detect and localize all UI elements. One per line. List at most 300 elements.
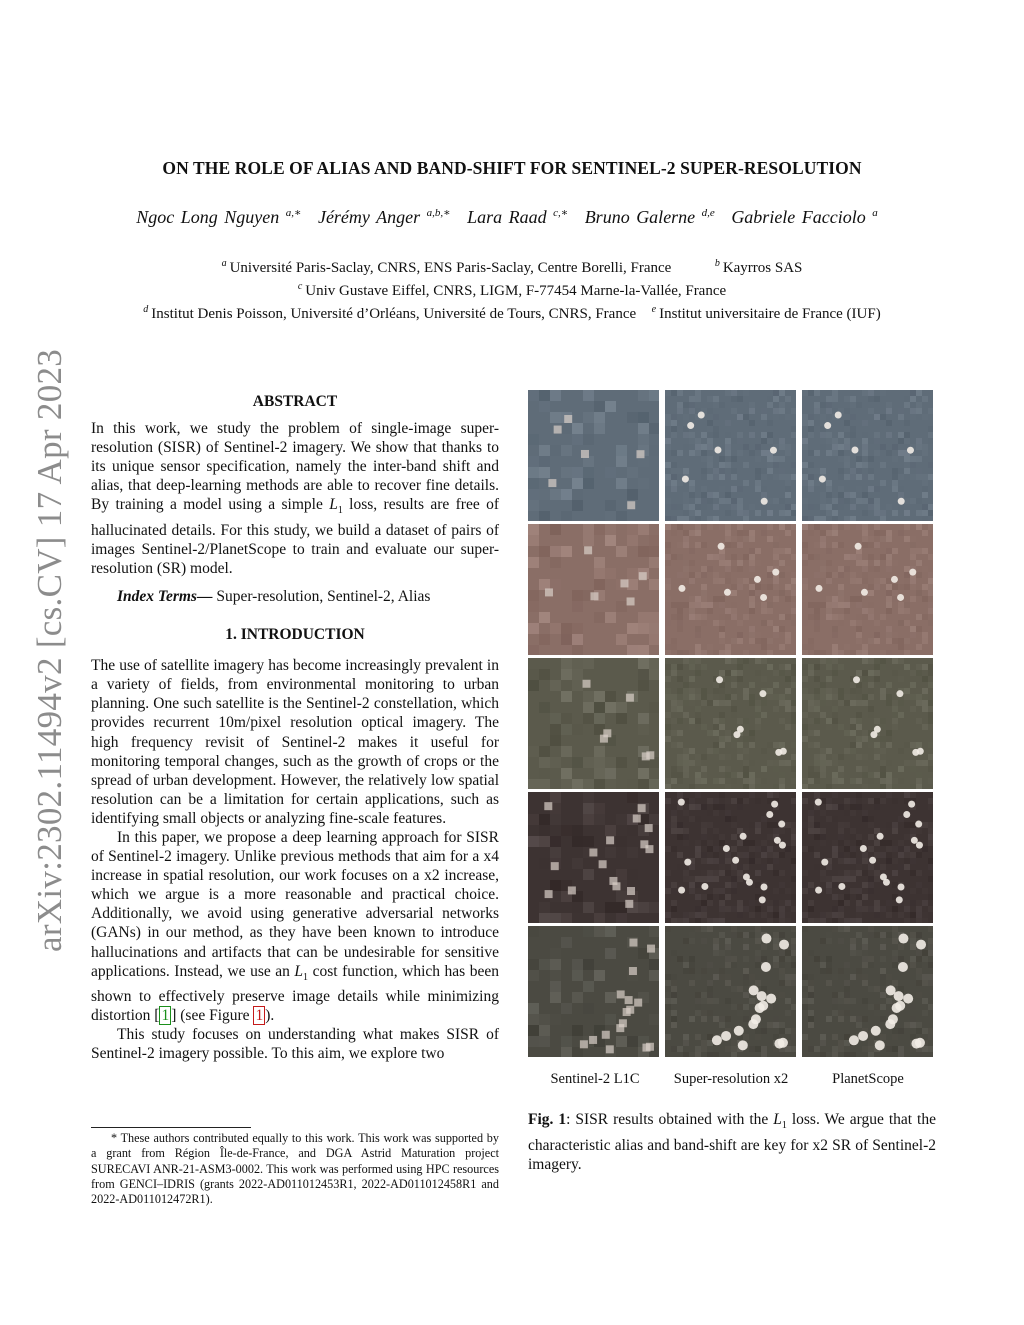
image-pixel	[850, 432, 856, 438]
image-pixel	[550, 579, 561, 590]
image-pixel	[910, 828, 916, 834]
image-pixel	[808, 474, 814, 480]
image-pixel	[862, 560, 868, 566]
image-pixel	[731, 694, 737, 700]
image-pixel	[749, 420, 755, 426]
image-pixel	[561, 913, 572, 923]
image-pixel	[826, 596, 832, 602]
image-pixel	[826, 664, 832, 670]
image-pixel	[550, 880, 561, 891]
image-pixel	[826, 480, 832, 486]
image-pixel	[671, 450, 677, 456]
image-pixel	[808, 694, 814, 700]
image-pixel	[528, 590, 539, 601]
image-pixel	[910, 938, 916, 944]
image-pixel	[868, 590, 874, 596]
image-pixel	[844, 456, 850, 462]
image-pixel	[910, 822, 916, 828]
image-pixel	[725, 754, 731, 760]
image-pixel	[767, 858, 773, 864]
image-pixel	[832, 992, 838, 998]
image-pixel	[677, 706, 683, 712]
image-pixel	[649, 1014, 659, 1025]
image-pixel	[826, 658, 832, 664]
image-pixel	[928, 712, 933, 718]
image-pixel	[791, 718, 796, 724]
image-pixel	[826, 1052, 832, 1057]
image-pixel	[791, 962, 796, 968]
image-pixel	[683, 834, 689, 840]
image-pixel	[671, 694, 677, 700]
image-pixel	[844, 438, 850, 444]
image-pixel	[550, 623, 561, 634]
image-pixel	[898, 944, 904, 950]
image-pixel	[725, 730, 731, 736]
image-pixel	[892, 474, 898, 480]
image-pixel	[707, 998, 713, 1004]
image-pixel	[850, 748, 856, 754]
image-pixel	[707, 992, 713, 998]
image-pixel	[677, 420, 683, 426]
image-pixel	[785, 1046, 791, 1052]
image-pixel	[886, 390, 892, 396]
caption-label: Fig. 1	[528, 1111, 567, 1128]
image-pixel	[844, 420, 850, 426]
image-bright-feature	[861, 589, 868, 596]
image-pixel	[695, 772, 701, 778]
author-name: Bruno Galerne	[584, 207, 696, 227]
image-pixel	[731, 438, 737, 444]
index-terms-text: Super-resolution, Sentinel-2, Alias	[212, 587, 431, 605]
image-pixel	[683, 572, 689, 578]
image-pixel	[701, 444, 707, 450]
image-pixel	[731, 1040, 737, 1046]
image-pixel	[627, 847, 638, 858]
image-pixel	[928, 944, 933, 950]
image-pixel	[677, 602, 683, 608]
image-pixel	[755, 828, 761, 834]
image-pixel	[761, 414, 767, 420]
image-pixel	[695, 438, 701, 444]
image-bright-feature	[606, 836, 614, 844]
image-pixel	[808, 974, 814, 980]
image-pixel	[627, 869, 638, 880]
image-pixel	[928, 834, 933, 840]
image-pixel	[862, 614, 868, 620]
image-pixel	[528, 524, 539, 535]
image-pixel	[832, 444, 838, 450]
image-pixel	[638, 713, 649, 724]
figure-tile-row2-sentinel	[528, 524, 659, 655]
image-pixel	[808, 560, 814, 566]
image-pixel	[755, 926, 761, 932]
image-pixel	[767, 536, 773, 542]
image-pixel	[868, 468, 874, 474]
image-pixel	[856, 700, 862, 706]
image-pixel	[594, 524, 605, 535]
image-pixel	[665, 620, 671, 626]
image-pixel	[689, 980, 695, 986]
image-pixel	[814, 614, 820, 620]
image-pixel	[808, 554, 814, 560]
image-pixel	[737, 798, 743, 804]
image-pixel	[605, 524, 616, 535]
image-pixel	[755, 778, 761, 784]
image-pixel	[701, 450, 707, 456]
image-pixel	[814, 468, 820, 474]
image-pixel	[844, 408, 850, 414]
image-pixel	[649, 612, 659, 623]
image-pixel	[761, 468, 767, 474]
image-pixel	[850, 700, 856, 706]
image-pixel	[638, 902, 649, 913]
image-pixel	[826, 736, 832, 742]
image-pixel	[844, 846, 850, 852]
image-pixel	[785, 974, 791, 980]
satellite-image	[802, 926, 933, 1057]
image-pixel	[838, 602, 844, 608]
image-pixel	[550, 401, 561, 412]
image-pixel	[880, 510, 886, 516]
image-pixel	[773, 784, 779, 789]
image-pixel	[638, 768, 649, 779]
image-pixel	[677, 626, 683, 632]
image-pixel	[916, 778, 922, 784]
image-bright-feature	[819, 476, 826, 483]
image-pixel	[583, 434, 594, 445]
image-pixel	[671, 602, 677, 608]
image-pixel	[719, 1016, 725, 1022]
figure-tile-row5-planetscope	[802, 926, 933, 1057]
image-pixel	[677, 614, 683, 620]
image-pixel	[874, 620, 880, 626]
image-pixel	[761, 956, 767, 962]
image-pixel	[820, 414, 826, 420]
image-pixel	[779, 402, 785, 408]
image-pixel	[880, 1016, 886, 1022]
image-pixel	[773, 390, 779, 396]
image-pixel	[916, 912, 922, 918]
image-pixel	[862, 608, 868, 614]
image-pixel	[550, 489, 561, 500]
image-pixel	[719, 894, 725, 900]
image-pixel	[802, 974, 808, 980]
image-pixel	[550, 836, 561, 847]
image-pixel	[898, 676, 904, 682]
image-pixel	[904, 608, 910, 614]
image-pixel	[874, 1010, 880, 1016]
image-pixel	[731, 554, 737, 560]
image-pixel	[725, 766, 731, 772]
image-pixel	[874, 560, 880, 566]
image-pixel	[671, 718, 677, 724]
image-pixel	[665, 1004, 671, 1010]
image-pixel	[791, 584, 796, 590]
image-pixel	[677, 504, 683, 510]
image-bright-feature	[815, 799, 822, 806]
image-pixel	[922, 548, 928, 554]
image-pixel	[791, 1004, 796, 1010]
image-pixel	[701, 938, 707, 944]
image-bright-feature	[898, 934, 908, 944]
image-pixel	[791, 840, 796, 846]
image-pixel	[671, 918, 677, 923]
image-pixel	[826, 956, 832, 962]
image-pixel	[539, 511, 550, 521]
image-pixel	[862, 450, 868, 456]
image-pixel	[767, 432, 773, 438]
image-pixel	[731, 870, 737, 876]
image-pixel	[892, 480, 898, 486]
image-pixel	[856, 888, 862, 894]
footnote: * These authors contributed equally to this work. This work was supported by a grant from Région Île-de-France, and DGA Astrid Maturation project SURECAVI ANR-21-ASM3-0002. This work was performed using HPC resources from GENCI–IDRIS (grants 2022-AD011012453R1, 2022-AD011012458R1 and 2022-AD011012472R1).	[91, 1131, 499, 1207]
image-pixel	[862, 390, 868, 396]
image-pixel	[616, 913, 627, 923]
image-pixel	[671, 614, 677, 620]
image-pixel	[892, 670, 898, 676]
image-pixel	[707, 918, 713, 923]
image-pixel	[838, 804, 844, 810]
image-pixel	[725, 510, 731, 516]
image-pixel	[737, 638, 743, 644]
image-pixel	[844, 602, 850, 608]
image-pixel	[749, 402, 755, 408]
image-pixel	[761, 712, 767, 718]
image-pixel	[683, 566, 689, 572]
image-pixel	[671, 882, 677, 888]
image-pixel	[916, 772, 922, 778]
image-pixel	[844, 554, 850, 560]
image-pixel	[838, 828, 844, 834]
image-pixel	[862, 700, 868, 706]
image-pixel	[802, 438, 808, 444]
image-pixel	[689, 492, 695, 498]
image-pixel	[707, 644, 713, 650]
image-bright-feature	[589, 848, 597, 856]
image-pixel	[886, 700, 892, 706]
image-pixel	[791, 858, 796, 864]
image-pixel	[928, 822, 933, 828]
figure-reference-link[interactable]: 1	[255, 1006, 264, 1024]
image-pixel	[868, 870, 874, 876]
citation-link[interactable]: 1	[161, 1006, 170, 1024]
image-pixel	[808, 980, 814, 986]
image-pixel	[928, 432, 933, 438]
image-pixel	[838, 840, 844, 846]
image-pixel	[677, 572, 683, 578]
image-pixel	[749, 760, 755, 766]
image-pixel	[838, 938, 844, 944]
image-pixel	[850, 474, 856, 480]
image-pixel	[677, 754, 683, 760]
image-pixel	[737, 852, 743, 858]
image-pixel	[791, 510, 796, 516]
image-pixel	[755, 596, 761, 602]
image-pixel	[616, 634, 627, 645]
image-pixel	[539, 746, 550, 757]
image-pixel	[785, 664, 791, 670]
image-pixel	[677, 450, 683, 456]
image-pixel	[808, 950, 814, 956]
image-pixel	[838, 524, 844, 530]
image-pixel	[856, 736, 862, 742]
image-pixel	[808, 816, 814, 822]
image-pixel	[743, 772, 749, 778]
image-pixel	[677, 516, 683, 521]
image-pixel	[616, 478, 627, 489]
image-pixel	[713, 650, 719, 655]
image-pixel	[838, 894, 844, 900]
image-pixel	[892, 828, 898, 834]
image-pixel	[856, 602, 862, 608]
image-pixel	[874, 876, 880, 882]
image-pixel	[755, 444, 761, 450]
image-pixel	[910, 548, 916, 554]
image-pixel	[550, 948, 561, 959]
image-pixel	[898, 584, 904, 590]
image-pixel	[731, 638, 737, 644]
image-pixel	[838, 724, 844, 730]
image-pixel	[928, 408, 933, 414]
image-pixel	[880, 798, 886, 804]
image-pixel	[731, 876, 737, 882]
image-pixel	[785, 456, 791, 462]
image-pixel	[808, 846, 814, 852]
image-pixel	[928, 724, 933, 730]
image-pixel	[665, 956, 671, 962]
image-pixel	[767, 602, 773, 608]
image-pixel	[767, 864, 773, 870]
image-bright-feature	[568, 886, 576, 894]
image-pixel	[773, 408, 779, 414]
image-pixel	[874, 676, 880, 682]
image-bright-feature	[634, 999, 642, 1007]
image-pixel	[791, 474, 796, 480]
image-pixel	[773, 402, 779, 408]
image-pixel	[749, 584, 755, 590]
image-bright-feature	[600, 735, 608, 743]
image-pixel	[701, 766, 707, 772]
image-pixel	[820, 1034, 826, 1040]
image-pixel	[802, 882, 808, 888]
image-pixel	[820, 560, 826, 566]
image-pixel	[838, 492, 844, 498]
image-pixel	[916, 644, 922, 650]
image-pixel	[707, 566, 713, 572]
image-pixel	[779, 498, 785, 504]
image-pixel	[713, 1016, 719, 1022]
image-pixel	[761, 408, 767, 414]
image-pixel	[677, 792, 683, 798]
image-pixel	[719, 754, 725, 760]
image-pixel	[868, 504, 874, 510]
image-pixel	[802, 578, 808, 584]
image-pixel	[904, 650, 910, 655]
image-pixel	[773, 888, 779, 894]
image-pixel	[539, 814, 550, 825]
image-pixel	[713, 944, 719, 950]
satellite-image	[802, 524, 933, 655]
image-pixel	[916, 784, 922, 789]
image-pixel	[689, 694, 695, 700]
image-pixel	[886, 530, 892, 536]
image-pixel	[910, 584, 916, 590]
image-pixel	[583, 757, 594, 768]
image-pixel	[683, 602, 689, 608]
image-pixel	[528, 1014, 539, 1025]
image-pixel	[898, 408, 904, 414]
image-pixel	[820, 602, 826, 608]
figure-tile-row4-sentinel	[528, 792, 659, 923]
image-pixel	[583, 535, 594, 546]
image-pixel	[773, 1004, 779, 1010]
image-pixel	[561, 669, 572, 680]
image-pixel	[713, 828, 719, 834]
image-pixel	[719, 402, 725, 408]
image-pixel	[677, 542, 683, 548]
image-pixel	[904, 906, 910, 912]
image-bright-feature	[636, 450, 644, 458]
image-pixel	[856, 632, 862, 638]
image-pixel	[737, 754, 743, 760]
image-pixel	[550, 713, 561, 724]
image-pixel	[528, 623, 539, 634]
image-pixel	[737, 900, 743, 906]
image-pixel	[683, 712, 689, 718]
image-pixel	[677, 700, 683, 706]
image-pixel	[785, 444, 791, 450]
image-pixel	[701, 572, 707, 578]
image-pixel	[755, 584, 761, 590]
image-pixel	[779, 956, 785, 962]
image-pixel	[737, 718, 743, 724]
image-pixel	[892, 882, 898, 888]
image-pixel	[880, 840, 886, 846]
image-pixel	[850, 804, 856, 810]
image-bright-feature	[617, 990, 625, 998]
image-pixel	[671, 1046, 677, 1052]
image-pixel	[868, 1004, 874, 1010]
image-pixel	[572, 1025, 583, 1036]
image-pixel	[904, 462, 910, 468]
image-pixel	[773, 456, 779, 462]
image-pixel	[779, 772, 785, 778]
image-pixel	[838, 542, 844, 548]
image-pixel	[605, 948, 616, 959]
image-pixel	[677, 676, 683, 682]
intro-text-part: cost function, which has been shown to effectively preserve image details while minimizing distortion	[91, 962, 499, 1024]
image-pixel	[820, 760, 826, 766]
math-subscript: 1	[781, 1120, 787, 1132]
image-bright-feature	[544, 802, 552, 810]
image-pixel	[749, 554, 755, 560]
image-pixel	[904, 468, 910, 474]
image-pixel	[683, 748, 689, 754]
image-pixel	[791, 426, 796, 432]
image-pixel	[826, 1016, 832, 1022]
image-pixel	[850, 1016, 856, 1022]
image-pixel	[880, 754, 886, 760]
image-bright-feature	[602, 1031, 610, 1039]
image-pixel	[808, 888, 814, 894]
image-bright-feature	[772, 569, 779, 576]
image-pixel	[561, 445, 572, 456]
image-pixel	[820, 810, 826, 816]
image-bright-feature	[815, 585, 822, 592]
image-pixel	[731, 536, 737, 542]
image-pixel	[904, 688, 910, 694]
image-pixel	[743, 462, 749, 468]
